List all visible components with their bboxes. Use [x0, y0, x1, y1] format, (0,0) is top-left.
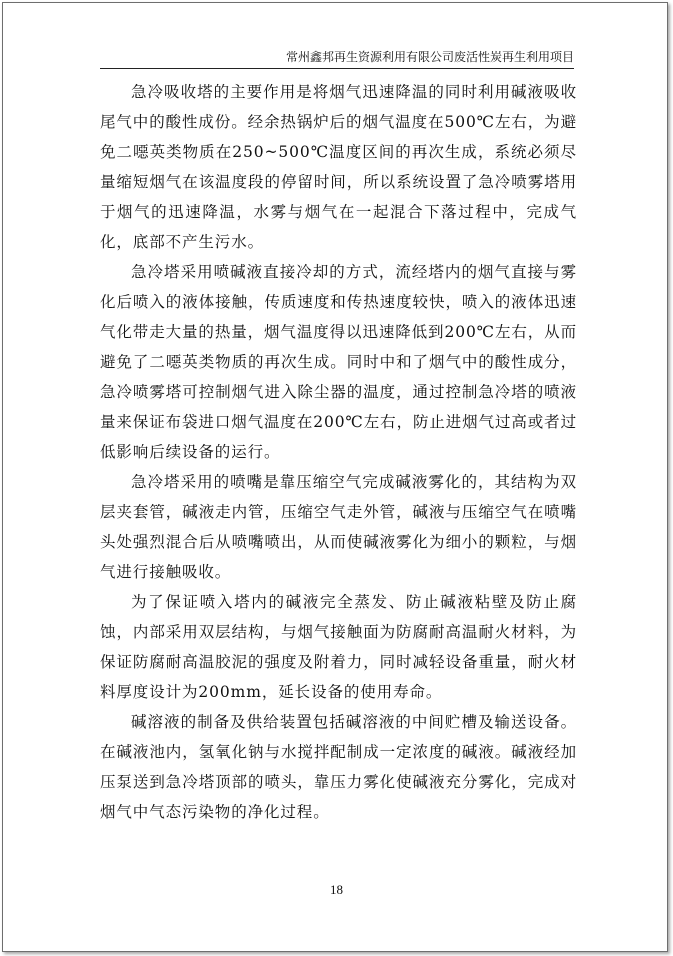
paragraph-alkali-supply: 碱溶液的制备及供给装置包括碱溶液的中间贮槽及输送设备。在碱液池内，氢氧化钠与水搅拌配制成一定浓度的碱液。碱液经加压泵送到急冷塔顶部的喷头，靠压力雾化使碱液充分雾化，完成对烟气中气态污染物的净化过程。	[100, 713, 577, 821]
running-header: 常州鑫邦再生资源利用有限公司废活性炭再生利用项目	[100, 48, 574, 69]
document-body	[100, 77, 577, 827]
paragraph-quench-tower-function: 急冷吸收塔的主要作用是将烟气迅速降温的同时利用碱液吸收尾气中的酸性成份。经余热锅炉后的烟气温度在500℃左右，为避免二噁英类物质在250~500℃温度区间的再次生成，系统必须尽量缩短烟气在该温度段的停留时间，所以系统设置了急冷喷雾塔用于烟气的迅速降温，水雾与烟气在一起混合下落过程中，完成气化，底部不产生污水。	[100, 83, 577, 251]
paragraph-spray-cooling: 急冷塔采用喷碱液直接冷却的方式，流经塔内的烟气直接与雾化后喷入的液体接触，传质速度和传热速度较快，喷入的液体迅速气化带走大量的热量，烟气温度得以迅速降低到200℃左右，从而避免了二噁英类物质的再次生成。同时中和了烟气中的酸性成分，急冷喷雾塔可控制烟气进入除尘器的温度，通过控制急冷塔的喷液量来保证布袋进口烟气温度在200℃左右，防止进烟气过高或者过低影响后续设备的运行。	[100, 263, 577, 461]
paragraph-tower-lining: 为了保证喷入塔内的碱液完全蒸发、防止碱液粘壁及防止腐蚀，内部采用双层结构，与烟气接触面为防腐耐高温耐火材料，为保证防腐耐高温胶泥的强度及附着力，同时减轻设备重量，耐火材料厚度设计为200mm，延长设备的使用寿命。	[100, 593, 577, 701]
page-number: 18	[330, 882, 343, 897]
paragraph-nozzle-structure: 急冷塔采用的喷嘴是靠压缩空气完成碱液雾化的，其结构为双层夹套管，碱液走内管，压缩空气走外管，碱液与压缩空气在喷嘴头处强烈混合后从喷嘴喷出，从而使碱液雾化为细小的颗粒，与烟气进行接触吸收。	[100, 473, 577, 581]
